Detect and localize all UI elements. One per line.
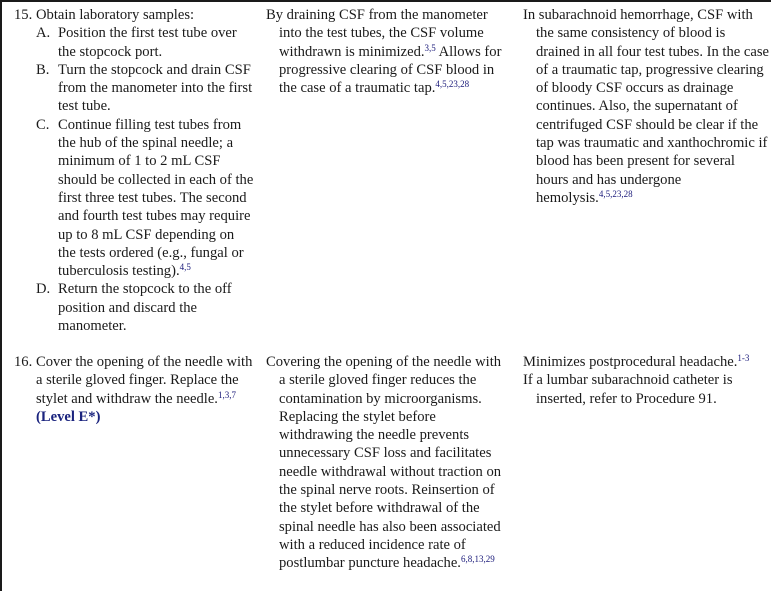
- step-column: [14, 353, 254, 426]
- consideration-text: In subarachnoid hemorrhage, CSF with the same consistency of blood is drained in all four test tubes. In the case of a traumatic tap, progressive clearing of bloody CSF occurs as drainage continues. Also, the supernatant of centrifuged CSF should be clear if the tap was traumatic and xanthochromic if blood has been present for several hours and has undergone hemolysis.: [523, 7, 770, 206]
- rationale-text: Covering the opening of the needle with a sterile gloved finger reduces the contamination by microorganisms. Replacing the stylet before withdrawing the needle prevents unnecessary CSF loss and facilitates needle withdrawal without traction on the spinal nerve roots. Reinsertion of the stylet before withdrawal of the spinal needle has also been associated with a reduced incidence rate of postlumbar puncture headache.: [266, 354, 502, 572]
- rationale-column: [266, 353, 509, 573]
- substep-text: Position the first test tube over the stopcock port.: [58, 25, 237, 60]
- step-15: [14, 6, 254, 24]
- substep-text: Continue filling test tubes from the hub of the spinal needle; a minimum of 1 to 2 mL CSF should be collected in each of the first three test tubes. The second and fourth test tubes may require up to 8 mL CSF depending on the tests ordered (e.g., fungal or tuberculosis testing).: [58, 116, 254, 280]
- substep-d: [14, 280, 254, 335]
- consideration-paragraph: [523, 6, 769, 207]
- reference-superscript[interactable]: 3,5: [424, 42, 436, 53]
- evidence-level-badge: (Level E*): [36, 408, 101, 425]
- substep-letter: D.: [36, 281, 51, 298]
- reference-superscript[interactable]: 4,5: [179, 262, 191, 273]
- rationale-paragraph: [266, 353, 509, 573]
- reference-superscript[interactable]: 4,5,23,28: [435, 79, 470, 90]
- step-number: 15.: [14, 7, 33, 23]
- substep-letter: C.: [36, 116, 50, 133]
- substep-c: [14, 116, 254, 281]
- consideration-text: If a lumbar subarachnoid catheter is inserted, refer to Procedure 91.: [523, 372, 733, 407]
- consideration-paragraph: [523, 353, 769, 371]
- consideration-paragraph: [523, 371, 769, 408]
- rationale-column: [266, 6, 509, 97]
- rationale-text: By draining CSF from the manometer into the test tubes, the CSF volume withdrawn is minimized.: [266, 7, 488, 60]
- substep-text: Turn the stopcock and drain CSF from the manometer into the first test tube.: [58, 61, 253, 115]
- step-text: Obtain laboratory samples:: [36, 7, 195, 23]
- substep-letter: A.: [36, 25, 51, 42]
- considerations-column: [523, 353, 769, 408]
- rationale-text: Allows for progressive clearing of CSF blood in the case of a traumatic tap.: [279, 43, 502, 97]
- substep-list: [14, 24, 254, 335]
- reference-superscript[interactable]: 1,3,7: [217, 389, 236, 400]
- rationale-paragraph: [266, 6, 509, 97]
- considerations-column: [523, 6, 769, 207]
- reference-superscript[interactable]: 6,8,13,29: [460, 554, 495, 565]
- step-text: Cover the opening of the needle with a sterile gloved finger. Replace the stylet and withdraw the needle.: [36, 354, 253, 407]
- step-16: [14, 353, 254, 426]
- consideration-text: Minimizes postprocedural headache.: [523, 354, 738, 370]
- substep-letter: B.: [36, 61, 50, 78]
- reference-superscript[interactable]: 4,5,23,28: [598, 188, 633, 199]
- step-number: 16.: [14, 354, 33, 370]
- table-left-border: [0, 0, 2, 591]
- substep-b: [14, 61, 254, 116]
- step-column: [14, 6, 254, 335]
- table-top-border: [0, 0, 771, 2]
- substep-text: Return the stopcock to the off position and discard the manometer.: [58, 281, 232, 335]
- reference-superscript[interactable]: 1-3: [737, 353, 750, 363]
- substep-a: [14, 24, 254, 61]
